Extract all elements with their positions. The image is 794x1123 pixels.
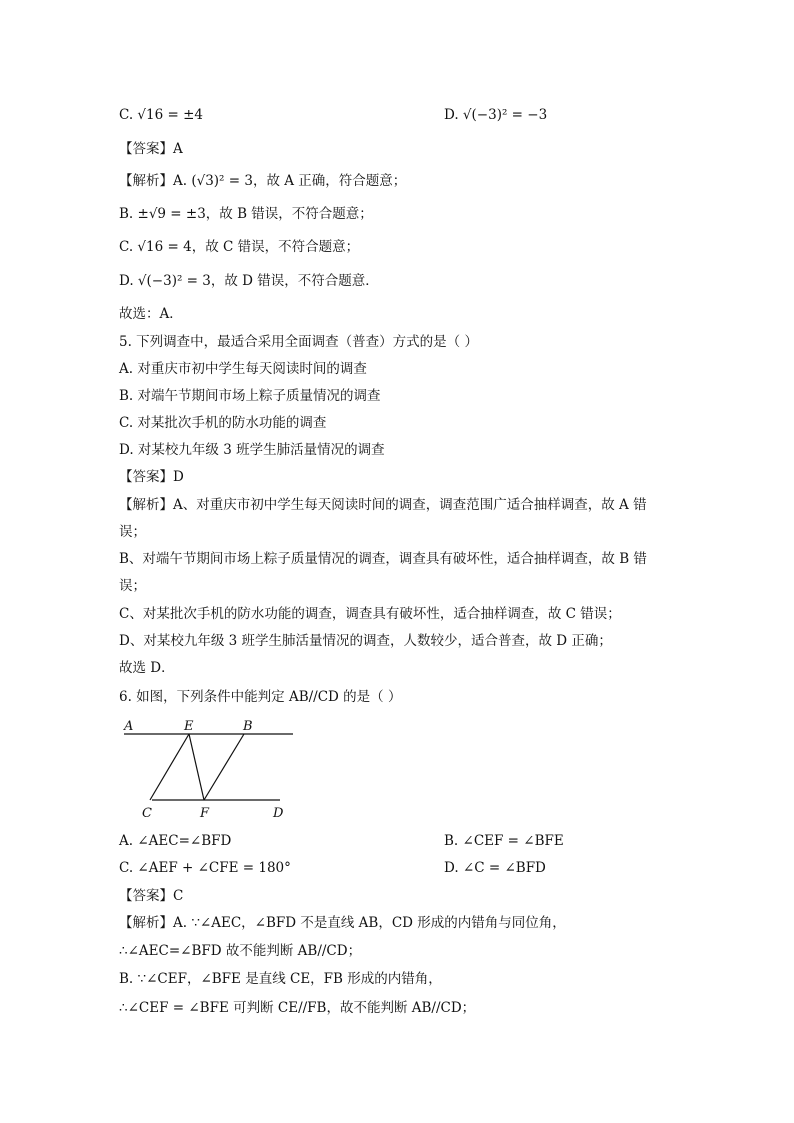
q4-conclusion: 故选：A． [119,306,183,322]
label-c: C [142,806,152,821]
q4-analysis-b: B. ±√9 = ±3，故 B 错误，不符合题意； [119,206,373,222]
q6-analysis-a-line1: 【解析】A. ∵∠AEC，∠BFD 不是直线 AB，CD 形成的内错角与同位角， [119,915,566,931]
q5-stem: 5. 下列调查中，最适合采用全面调查（普查）方式的是（ ） [119,334,478,350]
q6-analysis-b-line1: B. ∵∠CEF，∠BFE 是直线 CE，FB 形成的内错角， [119,971,442,987]
q5-analysis-d: D、对某校九年级 3 班学生肺活量情况的调查，人数较少，适合普查，故 D 正确； [119,633,612,649]
q5-analysis-a-line2: 误； [119,524,146,540]
segment-bf [204,734,244,800]
label-d: D [273,806,284,821]
label-f: F [200,806,210,821]
q6-stem: 6. 如图，下列条件中能判定 AB//CD 的是（ ） [119,689,402,705]
q6-analysis-b-line2: ∴∠CEF = ∠BFE 可判断 CE//FB，故不能判断 AB//CD； [119,1000,476,1016]
q5-option-a: A. 对重庆市初中学生每天阅读时间的调查 [119,361,367,377]
q4-option-c: C. √16 = ±4 [119,107,204,123]
label-e: E [184,719,194,734]
q4-analysis-c: C. √16 = 4，故 C 错误，不符合题意； [119,239,360,255]
geometry-figure [118,716,298,826]
q5-option-c: C. 对某批次手机的防水功能的调查 [119,415,327,431]
q5-analysis-a-line1: 【解析】A、对重庆市初中学生每天阅读时间的调查，调查范围广适合抽样调查，故 A 错 [119,497,647,513]
q5-analysis-b-line2: 误； [119,578,146,594]
q6-option-a: A. ∠AEC=∠BFD [119,833,232,849]
q5-answer: 【答案】D [119,469,184,485]
label-a: A [124,719,134,734]
q4-analysis-a: 【解析】A. (√3)² = 3，故 A 正确，符合题意； [119,173,407,189]
q5-option-d: D. 对某校九年级 3 班学生肺活量情况的调查 [119,442,385,458]
q4-analysis-d: D. √(−3)² = 3，故 D 错误，不符合题意． [119,273,379,289]
q4-answer: 【答案】A [119,141,183,157]
q5-analysis-c: C、对某批次手机的防水功能的调查，调查具有破坏性，适合抽样调查，故 C 错误； [119,606,621,622]
q6-option-d: D. ∠C = ∠BFD [444,860,546,876]
q4-option-d: D. √(−3)² = −3 [444,107,548,123]
q5-conclusion: 故选 D． [119,660,175,676]
segment-ec [150,734,189,800]
q6-option-b: B. ∠CEF = ∠BFE [444,833,564,849]
q6-answer: 【答案】C [119,888,184,904]
segment-ef [189,734,204,800]
q6-option-c: C. ∠AEF + ∠CFE = 180° [119,860,291,876]
q6-analysis-a-line2: ∴∠AEC=∠BFD 故不能判断 AB//CD； [119,943,362,959]
label-b: B [243,719,253,734]
q5-option-b: B. 对端午节期间市场上粽子质量情况的调查 [119,388,381,404]
q5-analysis-b-line1: B、对端午节期间市场上粽子质量情况的调查，调查具有破坏性，适合抽样调查，故 B 错 [119,551,647,567]
